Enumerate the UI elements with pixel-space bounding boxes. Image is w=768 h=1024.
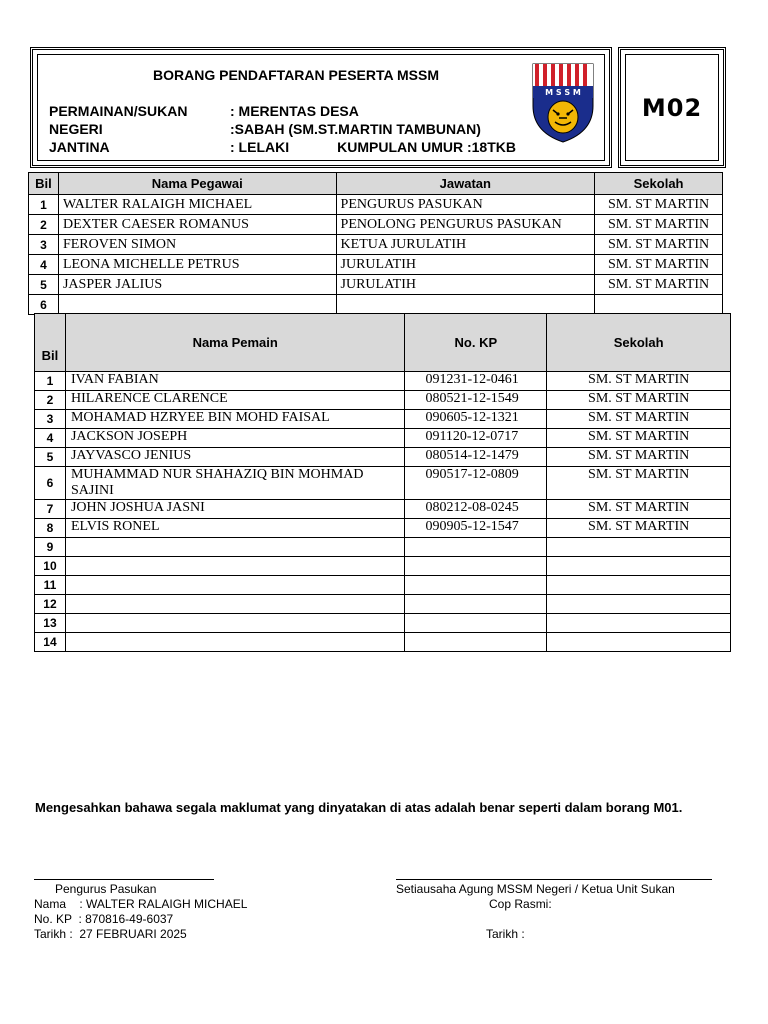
player-school: SM. ST MARTIN: [547, 467, 731, 500]
player-name: [65, 633, 404, 652]
official-school: SM. ST MARTIN: [595, 255, 723, 275]
player-name: JAYVASCO JENIUS: [65, 448, 404, 467]
row-number: 2: [29, 215, 59, 235]
form-code-box: [618, 47, 726, 168]
player-ic: [405, 614, 547, 633]
player-ic: [405, 633, 547, 652]
player-ic: [405, 538, 547, 557]
col-bil: Bil: [35, 314, 66, 372]
table-row: [35, 576, 731, 595]
row-number: 5: [35, 448, 66, 467]
player-name: [65, 595, 404, 614]
official-school: SM. ST MARTIN: [595, 275, 723, 295]
player-ic: 091120-12-0717: [405, 429, 547, 448]
header-row-state: [49, 121, 481, 137]
player-ic: 080514-12-1479: [405, 448, 547, 467]
signatory-left-title: Pengurus Pasukan: [55, 882, 157, 896]
row-number: 5: [29, 275, 59, 295]
table-row: [35, 538, 731, 557]
official-position: PENOLONG PENGURUS PASUKAN: [336, 215, 595, 235]
player-school: [547, 538, 731, 557]
col-bil: Bil: [29, 173, 59, 195]
signature-line-left: [34, 879, 214, 880]
official-name: JASPER JALIUS: [58, 275, 336, 295]
official-school: SM. ST MARTIN: [595, 195, 723, 215]
player-school: [547, 633, 731, 652]
table-row: [35, 519, 731, 538]
official-school: SM. ST MARTIN: [595, 235, 723, 255]
officials-table: [28, 172, 723, 315]
table-row: [35, 410, 731, 429]
player-name: MOHAMAD HZRYEE BIN MOHD FAISAL: [65, 410, 404, 429]
gender-value: : LELAKI: [230, 139, 290, 155]
mssm-logo: [531, 62, 595, 144]
signatory-left-date: Tarikh : 27 FEBRUARI 2025: [34, 927, 187, 941]
player-ic: [405, 576, 547, 595]
player-school: [547, 576, 731, 595]
player-name: [65, 538, 404, 557]
player-school: SM. ST MARTIN: [547, 519, 731, 538]
table-row: [35, 633, 731, 652]
player-name: MUHAMMAD NUR SHAHAZIQ BIN MOHMAD SAJINI: [65, 467, 404, 500]
col-position: Jawatan: [336, 173, 595, 195]
official-name: FEROVEN SIMON: [58, 235, 336, 255]
official-stamp-label: Cop Rasmi:: [489, 897, 552, 911]
official-school: [595, 295, 723, 315]
table-row: [29, 195, 723, 215]
col-official-name: Nama Pegawai: [58, 173, 336, 195]
table-row: [35, 448, 731, 467]
player-school: [547, 614, 731, 633]
player-name: JOHN JOSHUA JASNI: [65, 500, 404, 519]
table-row: [35, 500, 731, 519]
players-header-row: [35, 314, 731, 372]
official-position: PENGURUS PASUKAN: [336, 195, 595, 215]
table-row: [29, 215, 723, 235]
row-number: 6: [35, 467, 66, 500]
player-ic: 090605-12-1321: [405, 410, 547, 429]
player-ic: 080212-08-0245: [405, 500, 547, 519]
signatory-left-name: Nama : WALTER RALAIGH MICHAEL: [34, 897, 248, 911]
player-school: [547, 595, 731, 614]
signatory-right-date: Tarikh :: [486, 927, 525, 941]
row-number: 7: [35, 500, 66, 519]
table-row: [35, 429, 731, 448]
player-school: SM. ST MARTIN: [547, 429, 731, 448]
table-row: [35, 595, 731, 614]
age-group: KUMPULAN UMUR :18TKB: [337, 139, 516, 155]
row-number: 11: [35, 576, 66, 595]
col-school: Sekolah: [547, 314, 731, 372]
col-school: Sekolah: [595, 173, 723, 195]
official-position: KETUA JURULATIH: [336, 235, 595, 255]
player-name: HILARENCE CLARENCE: [65, 391, 404, 410]
row-number: 6: [29, 295, 59, 315]
table-row: [29, 295, 723, 315]
row-number: 4: [29, 255, 59, 275]
row-number: 13: [35, 614, 66, 633]
table-row: [35, 614, 731, 633]
logo-text: M S S M: [545, 88, 581, 97]
row-number: 4: [35, 429, 66, 448]
row-number: 1: [29, 195, 59, 215]
signatory-right-title: Setiausaha Agung MSSM Negeri / Ketua Unit Sukan: [396, 882, 675, 896]
col-player-name: Nama Pemain: [65, 314, 404, 372]
player-school: SM. ST MARTIN: [547, 391, 731, 410]
players-table: [34, 313, 731, 652]
official-position: JURULATIH: [336, 275, 595, 295]
official-name: LEONA MICHELLE PETRUS: [58, 255, 336, 275]
form-title: BORANG PENDAFTARAN PESERTA MSSM: [153, 67, 439, 83]
player-school: SM. ST MARTIN: [547, 410, 731, 429]
table-row: [35, 557, 731, 576]
sport-label: PERMAINAN/SUKAN: [49, 103, 188, 119]
confirmation-statement: Mengesahkan bahawa segala maklumat yang dinyatakan di atas adalah benar seperti dalam borang M01.: [35, 800, 683, 815]
state-label: NEGERI: [49, 121, 103, 137]
player-school: SM. ST MARTIN: [547, 372, 731, 391]
official-school: SM. ST MARTIN: [595, 215, 723, 235]
row-number: 8: [35, 519, 66, 538]
signatory-left-ic: No. KP : 870816-49-6037: [34, 912, 174, 926]
table-row: [29, 235, 723, 255]
official-position: [336, 295, 595, 315]
player-name: ELVIS RONEL: [65, 519, 404, 538]
player-name: IVAN FABIAN: [65, 372, 404, 391]
player-name: [65, 614, 404, 633]
row-number: 14: [35, 633, 66, 652]
header-row-sport: [49, 103, 359, 119]
official-name: WALTER RALAIGH MICHAEL: [58, 195, 336, 215]
table-row: [35, 467, 731, 500]
player-ic: 091231-12-0461: [405, 372, 547, 391]
player-ic: 090517-12-0809: [405, 467, 547, 500]
player-school: [547, 557, 731, 576]
form-code: M02: [641, 93, 703, 122]
form-header-inner: [37, 54, 605, 161]
player-name: JACKSON JOSEPH: [65, 429, 404, 448]
player-ic: 080521-12-1549: [405, 391, 547, 410]
player-ic: 090905-12-1547: [405, 519, 547, 538]
player-name: [65, 576, 404, 595]
sport-value: : MERENTAS DESA: [230, 103, 359, 119]
state-value: :SABAH (SM.ST.MARTIN TAMBUNAN): [230, 121, 481, 137]
player-ic: [405, 595, 547, 614]
col-ic-number: No. KP: [405, 314, 547, 372]
row-number: 12: [35, 595, 66, 614]
official-position: JURULATIH: [336, 255, 595, 275]
player-ic: [405, 557, 547, 576]
official-name: DEXTER CAESER ROMANUS: [58, 215, 336, 235]
official-name: [58, 295, 336, 315]
row-number: 2: [35, 391, 66, 410]
table-row: [29, 275, 723, 295]
player-school: SM. ST MARTIN: [547, 448, 731, 467]
table-row: [35, 372, 731, 391]
header-row-gender: [49, 139, 516, 155]
row-number: 1: [35, 372, 66, 391]
table-row: [35, 391, 731, 410]
player-name: [65, 557, 404, 576]
table-row: [29, 255, 723, 275]
row-number: 3: [29, 235, 59, 255]
row-number: 3: [35, 410, 66, 429]
officials-header-row: [29, 173, 723, 195]
gender-label: JANTINA: [49, 139, 110, 155]
player-school: SM. ST MARTIN: [547, 500, 731, 519]
row-number: 9: [35, 538, 66, 557]
form-header: [30, 47, 612, 168]
row-number: 10: [35, 557, 66, 576]
signature-line-right: [396, 879, 712, 880]
